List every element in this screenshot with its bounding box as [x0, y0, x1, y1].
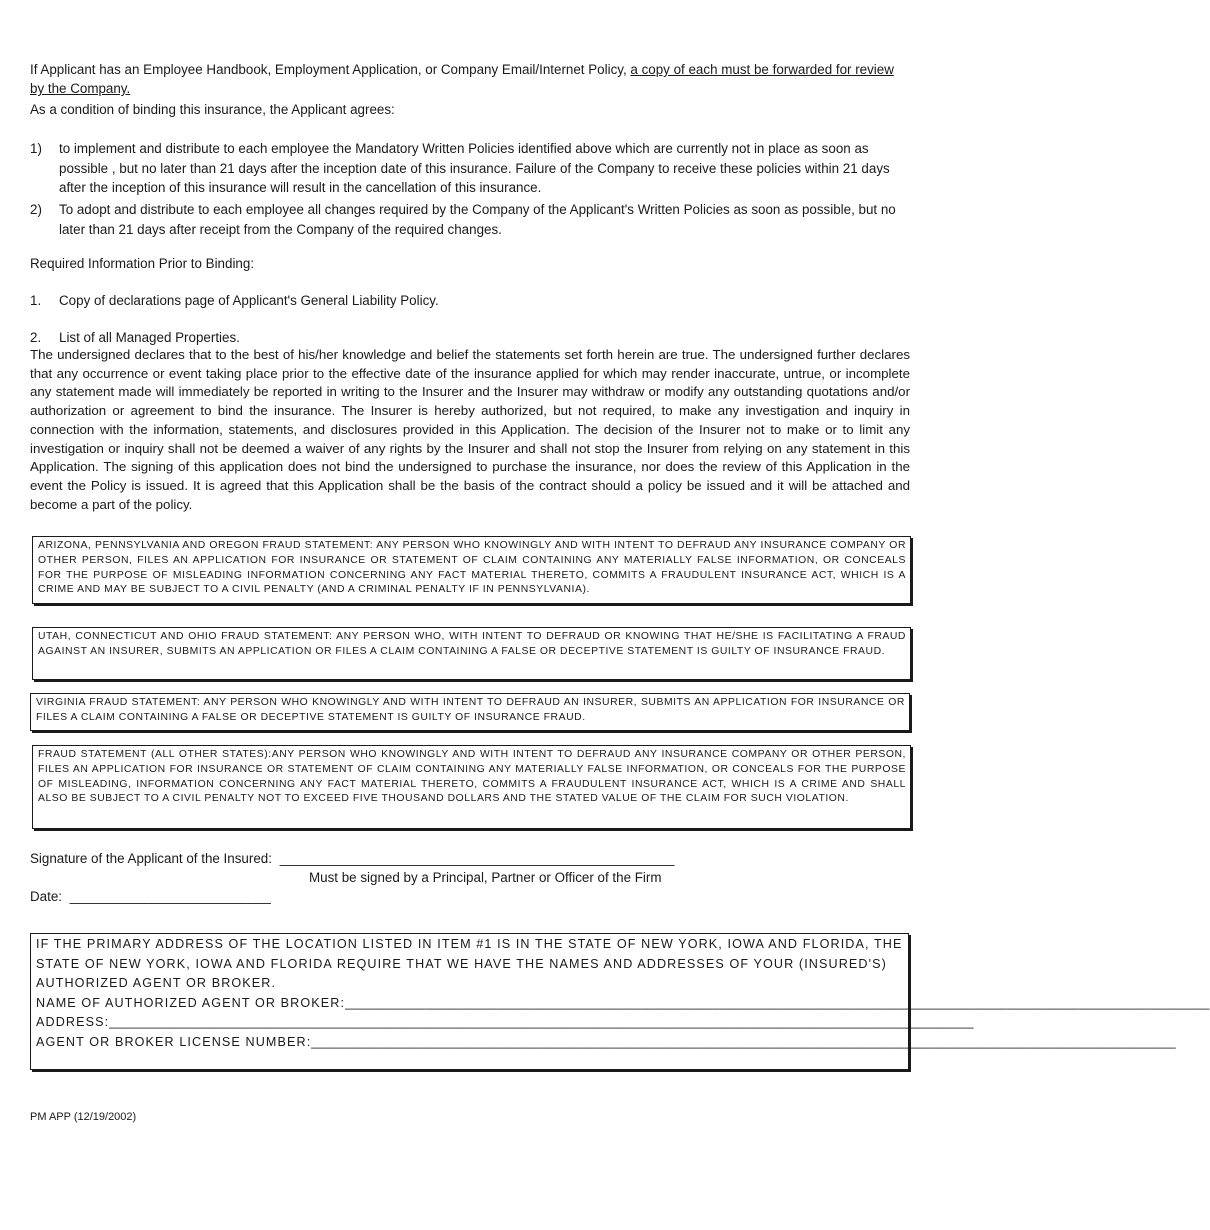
date-line[interactable]: ___________________________: [69, 889, 271, 904]
fraud-statement-other-states: FRAUD STATEMENT (ALL OTHER STATES):ANY PERSON WHO KNOWINGLY AND WITH INTENT TO DEFRAUD ANY INSURANCE COMPANY OR OTHER PERSON, FILES AN APPLICATION FOR INSURANCE OR STATEMENT OF CLAIM CONTAINING ANY MATERIALLY FALSE INFORMATION, OR CONCEALS FOR THE PURPOSE OF MISLEADING, INFORMATION CONCERNING ANY FACT MATERIAL THERETO, COMMITS A FRAUDULENT INSURANCE ACT, WHICH IS A CRIME AND SHALL ALSO BE SUBJECT TO A CIVIL PENALTY NOT TO EXCEED FIVE THOUSAND DOLLARS AND THE STATED VALUE OF THE CLAIM FOR SUCH VIOLATION.: [32, 745, 911, 829]
date-row: [30, 887, 271, 906]
forward-copy-requirement: a copy of each must be forwarded for review by the Company.: [30, 62, 894, 96]
agent-license-label: AGENT OR BROKER LICENSE NUMBER:: [36, 1034, 312, 1049]
agent-address-line[interactable]: ________________________________________________________________________________________________________________________: [109, 1015, 974, 1029]
fraud-statement-az-pa-or: ARIZONA, PENNSYLVANIA AND OREGON FRAUD STATEMENT: ANY PERSON WHO KNOWINGLY AND WITH INTENT TO DEFRAUD ANY INSURANCE COMPANY OR OTHER PERSON, FILES AN APPLICATION FOR INSURANCE OR STATEMENT OF CLAIM CONTAINING ANY MATERIALLY FALSE INFORMATION, OR CONCEALS FOR THE PURPOSE OF MISLEADING INFORMATION CONCERNING ANY FACT MATERIAL THERETO, COMMITS A FRAUDULENT INSURANCE ACT, WHICH IS A CRIME AND MAY BE SUBJECT TO A CIVIL PENALTY (AND A CRIMINAL PENALTY IF IN PENNSYLVANIA).: [32, 536, 911, 604]
agent-broker-box: [30, 933, 1210, 1070]
agreement-text: To adopt and distribute to each employee all changes required by the Company of the Applicant's Written Policies as soon as possible, but no later than 21 days after receipt from the Company of the required changes.: [59, 202, 896, 237]
signature-note: Must be signed by a Principal, Partner or Officer of the Firm: [309, 870, 662, 885]
signature-label: Signature of the Applicant of the Insured:: [30, 851, 272, 866]
required-info-heading: Required Information Prior to Binding:: [30, 256, 255, 271]
required-item-text: List of all Managed Properties.: [59, 330, 240, 345]
binding-condition: As a condition of binding this insurance, the Applicant agrees:: [30, 102, 395, 117]
required-item: [30, 291, 910, 311]
required-item: [30, 328, 910, 348]
agent-license-line[interactable]: ________________________________________________________________________________________________________________________: [311, 1034, 1176, 1049]
agent-name-line[interactable]: ________________________________________________________________________________________________________________________: [345, 995, 1210, 1010]
form-id-footer: PM APP (12/19/2002): [30, 1111, 137, 1123]
required-item-number: 1.: [30, 293, 42, 308]
agent-address-row: [36, 1013, 974, 1033]
fraud-statement-va: VIRGINIA FRAUD STATEMENT: ANY PERSON WHO KNOWINGLY AND WITH INTENT TO DEFRAUD AN INSURER, SUBMITS AN APPLICATION FOR INSURANCE OR FILES A CLAIM CONTAINING A FALSE OR DECEPTIVE STATEMENT IS GUILTY OF INSURANCE FRAUD.: [30, 693, 910, 731]
agent-name-label: NAME OF AUTHORIZED AGENT OR BROKER:: [36, 995, 346, 1010]
agreement-text: to implement and distribute to each employee the Mandatory Written Policies identified above which are currently not in place as soon as possible , but no later than 21 days after the inception date of this insurance. Failure of the Company to receive these policies within 21 days after the inception of this insurance will result in the cancellation of this insurance.: [59, 141, 890, 195]
fraud-statement-ut-ct-oh: UTAH, CONNECTICUT AND OHIO FRAUD STATEMENT: ANY PERSON WHO, WITH INTENT TO DEFRAUD OR KNOWING THAT HE/SHE IS FACILITATING A FRAUD AGAINST AN INSURER, SUBMITS AN APPLICATION OR FILES A CLAIM CONTAINING A FALSE OR DECEPTIVE STATEMENT IS GUILTY OF INSURANCE FRAUD.: [32, 627, 911, 680]
declaration-paragraph: The undersigned declares that to the best of his/her knowledge and belief the statements set forth herein are true. The undersigned further declares that any occurrence or event taking place prior to the effective date of the insurance applied for which may render inaccurate, untrue, or incomplete any statement made will immediately be reported in writing to the Insurer and the Insurer may withdraw or modify any outstanding quotations and/or authorization or agreement to bind the insurance. The Insurer is hereby authorized, but not required, to make any investigation and inquiry in connection with the information, statements, and disclosures provided in this Application. The decision of the Insurer not to make or to limit any investigation or inquiry shall not be deemed a waiver of any rights by the Insurer and shall not stop the Insurer from relying on any statement in this Application. The signing of this application does not bind the undersigned to purchase the insurance, nor does the review of this Application in the event the Policy is issued. It is agreed that this Application shall be the basis of the contract should a policy be issued and it will be attached and become a part of the policy.: [30, 347, 910, 512]
agreement-item: [30, 139, 910, 198]
agreement-number: 2): [30, 202, 42, 217]
date-label: Date:: [30, 889, 63, 904]
signature-row: [30, 849, 674, 868]
agent-broker-notice: IF THE PRIMARY ADDRESS OF THE LOCATION LISTED IN ITEM #1 IS IN THE STATE OF NEW YORK, IOWA AND FLORIDA, THE STATE OF NEW YORK, IOWA AND FLORIDA REQUIRE THAT WE HAVE THE NAMES AND ADDRESSES OF YOUR (INSURED'S) AUTHORIZED AGENT OR BROKER.: [36, 937, 903, 990]
handbook-notice-text: If Applicant has an Employee Handbook, Employment Application, or Company Email/Internet Policy,: [30, 62, 631, 77]
agent-license-row: [36, 1033, 1176, 1053]
agent-address-label: ADDRESS:: [36, 1015, 110, 1029]
agreement-number: 1): [30, 141, 42, 156]
handbook-notice: [30, 60, 910, 98]
signature-line[interactable]: _____________________________________________________: [279, 851, 675, 866]
agreement-item: [30, 200, 910, 239]
agent-name-row: [36, 994, 1210, 1014]
required-item-text: Copy of declarations page of Applicant's General Liability Policy.: [59, 293, 439, 308]
required-item-number: 2.: [30, 330, 42, 345]
